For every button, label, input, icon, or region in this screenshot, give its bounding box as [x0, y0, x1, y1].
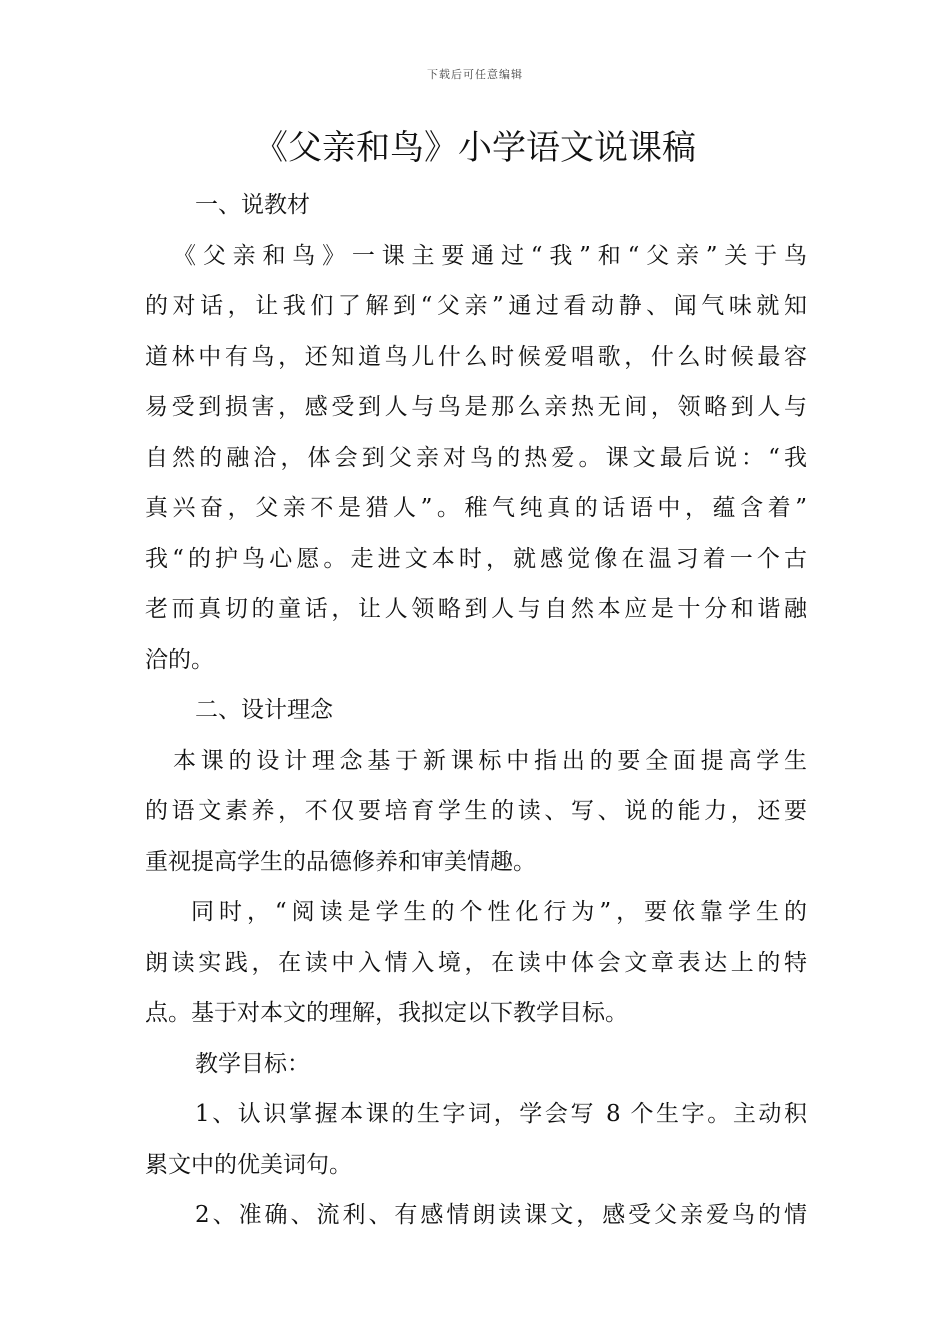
document-title: 《父亲和鸟》小学语文说课稿 [254, 128, 696, 168]
paragraph-line: 道林中有鸟，还知道鸟儿什么时候爱唱歌，什么时候最容 [145, 343, 807, 370]
paragraph-line: 我“的护鸟心愿。走进文本时，就感觉像在温习着一个古 [145, 545, 807, 572]
paragraph-line: 自然的融洽，体会到父亲对鸟的热爱。课文最后说：“我 [145, 444, 807, 471]
paragraph-line: 点。基于对本文的理解，我拟定以下教学目标。 [145, 1000, 628, 1026]
section-heading-design: 二、设计理念 [195, 697, 333, 723]
document-body [145, 180, 807, 1241]
goal-item: 1、认识掌握本课的生字词，学会写 8 个生字。主动积 [195, 1101, 807, 1127]
section-heading-goals: 教学目标： [195, 1050, 310, 1077]
paragraph-line: 的对话，让我们了解到“父亲”通过看动静、闻气味就知 [145, 293, 807, 319]
paragraph-line: 洽的。 [145, 646, 214, 673]
goal-item: 2、准确、流利、有感情朗读课文，感受父亲爱鸟的情 [195, 1202, 807, 1228]
paragraph-line: 真兴奋，父亲不是猎人”。稚气纯真的话语中，蕴含着” [145, 495, 807, 521]
paragraph-line: 重视提高学生的品德修养和审美情趣。 [145, 848, 536, 875]
goal-item-continued: 累文中的优美词句。 [145, 1151, 352, 1178]
paragraph-line: 老而真切的童话，让人领略到人与自然本应是十分和谐融 [145, 596, 807, 622]
paragraph-line: 《父亲和鸟》一课主要通过“我”和“父亲”关于鸟 [173, 242, 807, 269]
paragraph-line: 本课的设计理念基于新课标中指出的要全面提高学生 [173, 747, 807, 774]
paragraph-line: 的语文素养，不仅要培育学生的读、写、说的能力，还要 [145, 798, 807, 824]
paragraph-line: 朗读实践，在读中入情入境，在读中体会文章表达上的特 [145, 949, 807, 976]
paragraph-line: 同时，“阅读是学生的个性化行为”，要依靠学生的 [191, 899, 807, 925]
section-heading-materials: 一、说教材 [195, 192, 310, 218]
header-note: 下载后可任意编辑 [427, 68, 523, 81]
paragraph-line: 易受到损害，感受到人与鸟是那么亲热无间，领略到人与 [145, 394, 807, 420]
